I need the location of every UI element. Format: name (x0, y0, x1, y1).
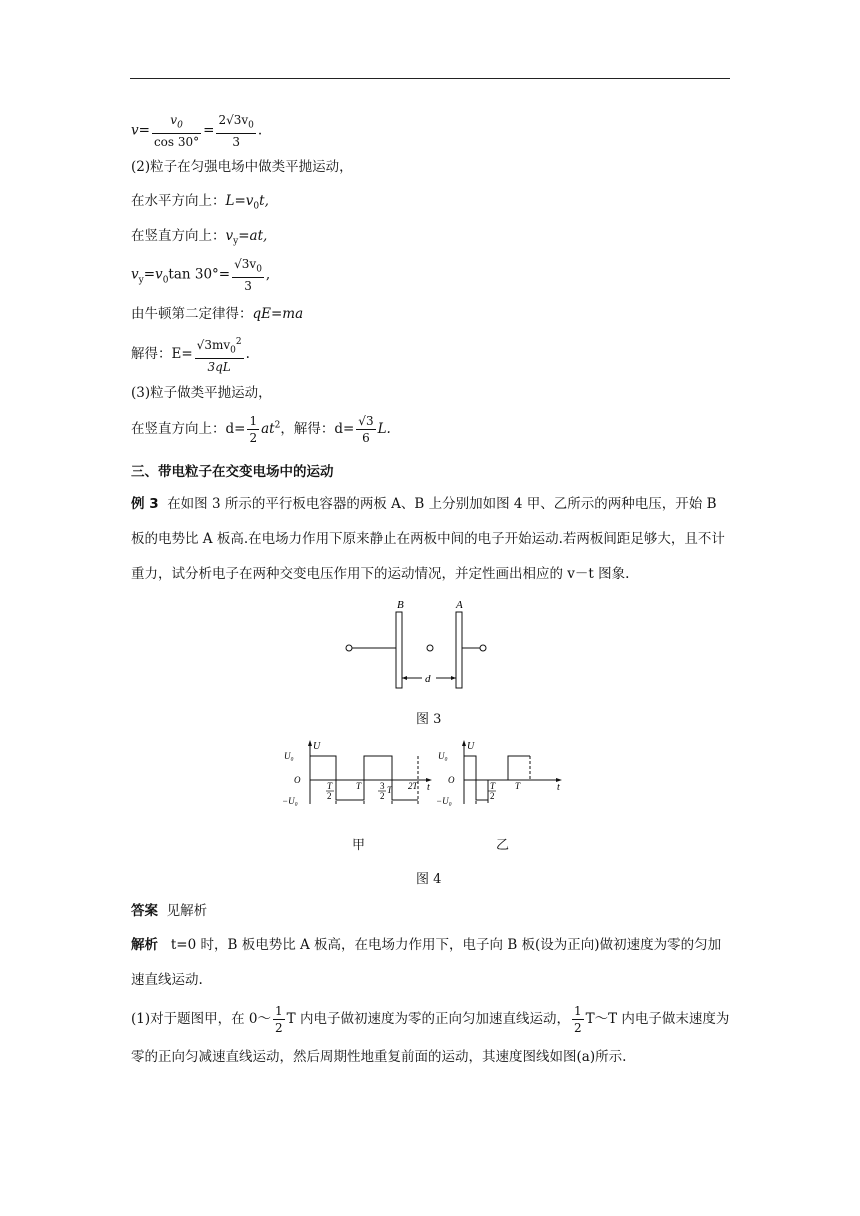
terminal-left (346, 645, 352, 651)
text-part2: (2)粒子在匀强电场中做类平抛运动， (131, 159, 353, 175)
svg-text:O: O (294, 775, 301, 785)
figure-4-voltage (282, 738, 572, 813)
eq-v-result: v= $\frac{v_0}{\cos 30^\circ}$ = $\frac{2√3v_0}{3}$ . (131, 113, 263, 150)
svg-text:−U₀: −U₀ (282, 796, 298, 806)
yi-waveform (464, 756, 530, 800)
plate-a-label: A (456, 599, 463, 611)
svg-text:T: T (515, 781, 521, 791)
eq-field: 解得：E= $\frac{√3mv_0^2}{3qL}$ . (131, 334, 250, 375)
plate-a (456, 612, 462, 688)
gap-label: d (425, 673, 431, 685)
svg-text:2: 2 (380, 791, 385, 801)
part1-paragraph: (1)对于题图甲，在 0～ $\frac{1}{2}$ T 内电子做初速度为零的正向匀加速直线运动， $\frac{1}{2}$ T～T 内电子做末速度为零的正向匀减速直线运动，然后周期性地重复前面的运动，其速度图线如图(a)所示. (131, 1004, 730, 1065)
svg-text:U: U (313, 741, 321, 752)
figure-3-capacitor (330, 598, 530, 698)
answer-line: 答案 见解析 (131, 903, 208, 919)
svg-text:t: t (557, 782, 560, 793)
svg-text:O: O (448, 775, 455, 785)
example-paragraph: 例 3 在如图 3 所示的平行板电容器的两板 A、B 上分别加如图 4 甲、乙所示的两种电压，开始 B 板的电势比 A 板高.在电场力作用下原来静止在两板中间的电子开始运动.若两板间距足够大，且不计重力，试分析电子在两种交变电压作用下的运动情况，并定性画出相应的 v－t 图象. (131, 496, 725, 582)
svg-text:2: 2 (327, 791, 332, 801)
section-heading: 三、带电粒子在交变电场中的运动 (131, 464, 334, 480)
svg-text:2T: 2T (408, 781, 418, 791)
terminal-right (480, 645, 486, 651)
analysis-paragraph: 解析 t=0 时，B 板电势比 A 板高，在电场力作用下，电子向 B 板(设为正向)做初速度为零的匀加速直线运动. (131, 937, 722, 988)
svg-text:−U₀: −U₀ (436, 796, 452, 806)
eq-vy: $v_y=v_0\tan$ 30°= $\frac{√3v_0}{3}$ , (131, 257, 271, 294)
svg-text:3: 3 (380, 781, 385, 791)
eq-vertical: 在竖直方向上：$v_y=at$, (131, 228, 268, 247)
figure-4-caption: 图 4 (416, 872, 442, 887)
eq-horizontal: 在水平方向上：$L=v_0t$, (131, 193, 269, 212)
eq-d: 在竖直方向上：d= $\frac{1}{2}$ $at^2$，解得：d= $\frac{√3}{6}$ L. (131, 414, 391, 445)
svg-text:U: U (467, 741, 475, 752)
graph-yi (436, 740, 562, 806)
plate-b-label: B (397, 599, 404, 611)
figure-3-caption: 图 3 (416, 712, 442, 727)
text-part3: (3)粒子做类平抛运动， (131, 385, 272, 401)
svg-text:t: t (427, 782, 430, 793)
svg-text:T: T (327, 781, 333, 791)
svg-text:T: T (356, 781, 362, 791)
figure-4-jia-label: 甲 (352, 838, 366, 853)
svg-text:U₀: U₀ (284, 751, 294, 761)
plate-b (396, 612, 402, 688)
electron (427, 645, 433, 651)
graph-jia (282, 740, 432, 806)
eq-newton: 由牛顿第二定律得：qE=ma (131, 306, 304, 322)
svg-text:T: T (490, 781, 496, 791)
header-rule (130, 78, 730, 79)
svg-text:U₀: U₀ (438, 751, 448, 761)
svg-text:T: T (387, 785, 393, 795)
svg-text:2: 2 (490, 791, 495, 801)
figure-4-yi-label: 乙 (496, 838, 510, 853)
